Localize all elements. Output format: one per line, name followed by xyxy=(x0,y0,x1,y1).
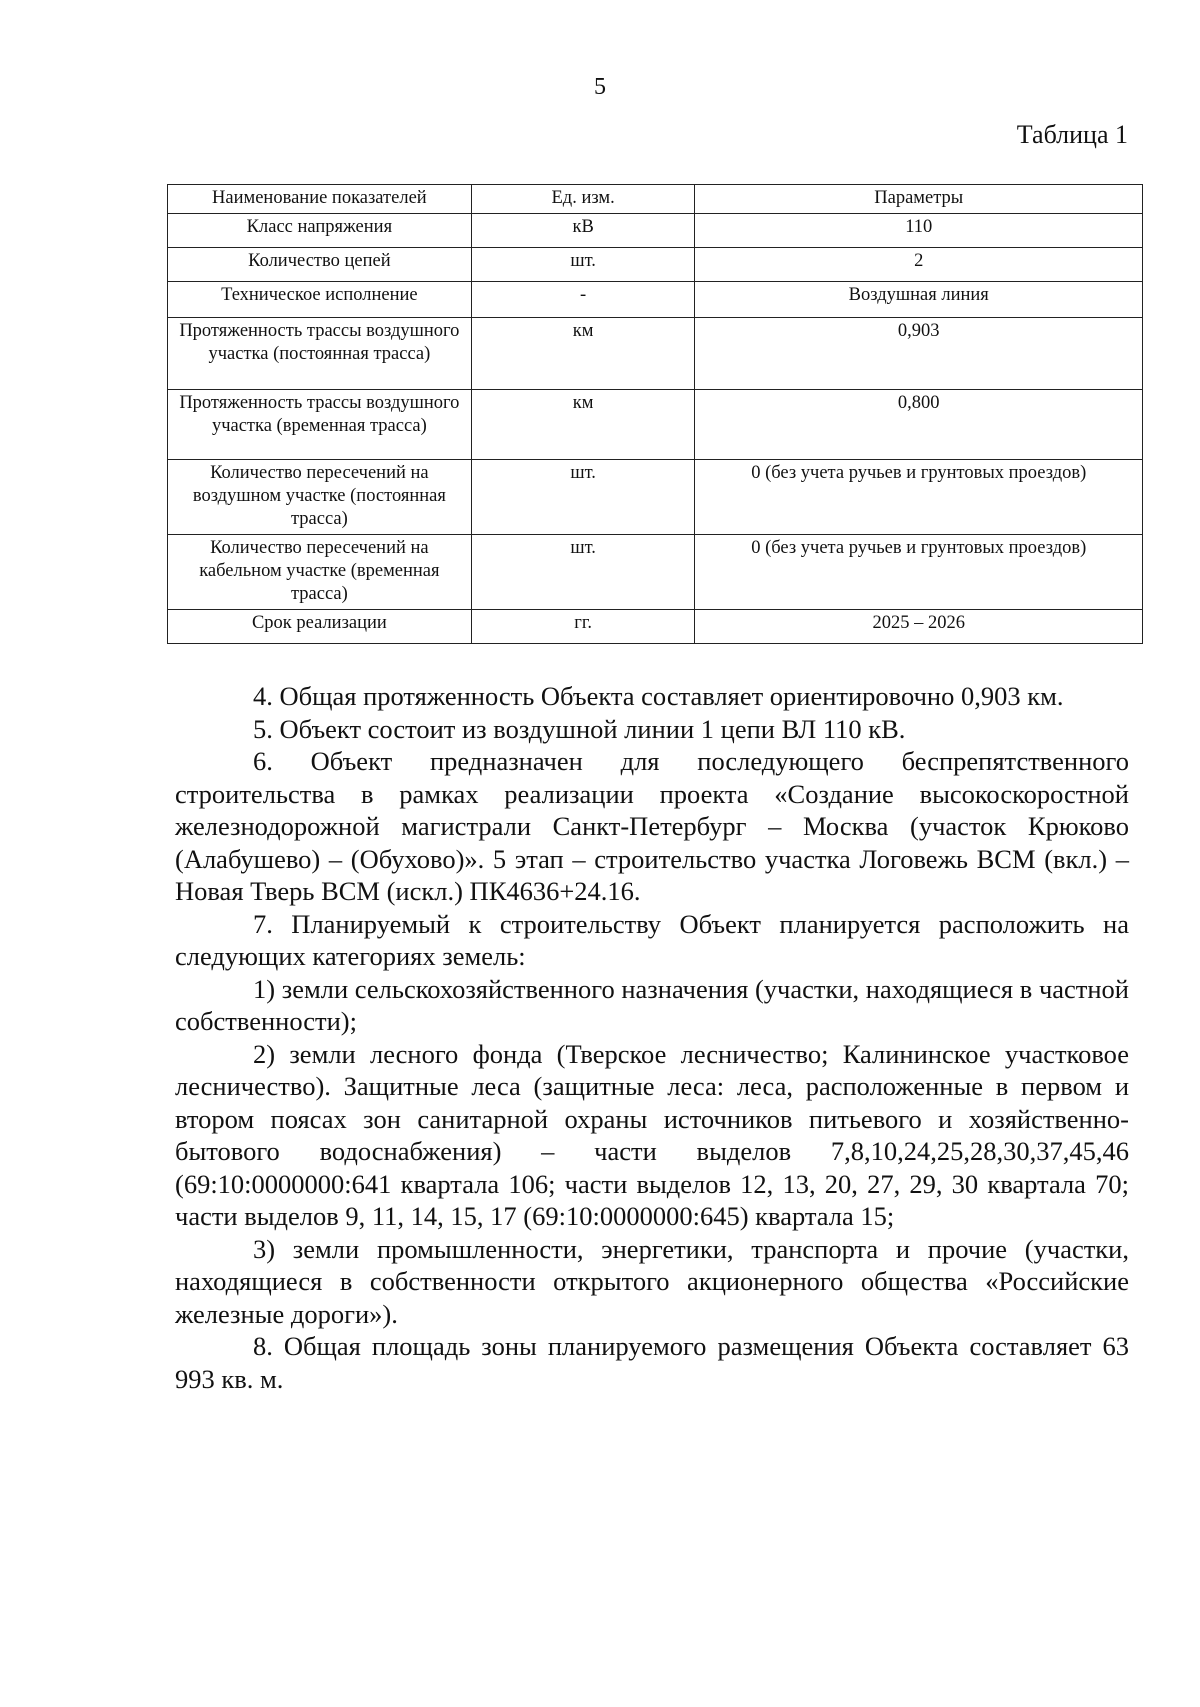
table-cell: 0 (без учета ручьев и грунтовых проездов) xyxy=(695,460,1143,535)
list-item-2: 2) земли лесного фонда (Тверское лесничество; Калининское участковое лесничество). Защитные леса (защитные леса: леса, расположенные в первом и втором поясах зон санитарной охраны источников питьевого и хозяйственно-бытового водоснабжения) – части выделов 7,8,10,24,25,28,30,37,45,46 (69:10:0000000:641 квартала 106; части выделов 12, 13, 20, 27, 29, 30 квартала 70; части выделов 9, 11, 14, 15, 17 (69:10:0000000:645) квартала 15; xyxy=(175,1038,1129,1231)
paragraph-6: 6. Объект предназначен для последующего беспрепятственного строительства в рамках реализации проекта «Создание высокоскоростной железнодорожной магистрали Санкт-Петербург – Москва (участок Крюково (Алабушево) – (Обухово)». 5 этап – строительство участка Логовежь ВСМ (вкл.) – Новая Тверь ВСМ (искл.) ПК4636+24.16. xyxy=(175,746,1129,906)
body-text xyxy=(175,680,1129,1395)
table-cell: шт. xyxy=(471,248,695,282)
table-cell: 0 (без учета ручьев и грунтовых проездов) xyxy=(695,535,1143,610)
table-cell: Количество пересечений на кабельном участке (временная трасса) xyxy=(168,535,472,610)
table-cell: кВ xyxy=(471,214,695,248)
table-row xyxy=(168,535,1143,610)
table-cell: шт. xyxy=(471,460,695,535)
table-cell: Количество цепей xyxy=(168,248,472,282)
parameters-table xyxy=(167,184,1143,644)
paragraph-4: 4. Общая протяженность Объекта составляет ориентировочно 0,903 км. xyxy=(253,681,1064,711)
table-cell: 0,800 xyxy=(695,390,1143,460)
paragraph-8: 8. Общая площадь зоны планируемого размещения Объекта составляет 63 993 кв. м. xyxy=(175,1331,1129,1394)
table-cell: км xyxy=(471,318,695,390)
list-item-1: 1) земли сельскохозяйственного назначения (участки, находящиеся в частной собственности); xyxy=(175,973,1129,1036)
table-cell: - xyxy=(471,282,695,318)
list-item-3: 3) земли промышленности, энергетики, транспорта и прочие (участки, находящиеся в собственности открытого акционерного общества «Российские железные дороги»). xyxy=(175,1233,1129,1329)
table-row xyxy=(168,282,1143,318)
table-cell: Количество пересечений на воздушном участке (постоянная трасса) xyxy=(168,460,472,535)
table-cell: Срок реализации xyxy=(168,610,472,644)
table-cell: Воздушная линия xyxy=(695,282,1143,318)
table-cell: шт. xyxy=(471,535,695,610)
table-row xyxy=(168,610,1143,644)
table-header-cell: Наименование показателей xyxy=(168,185,472,214)
table-row xyxy=(168,318,1143,390)
table-label: Таблица 1 xyxy=(1016,120,1128,149)
table-row xyxy=(168,214,1143,248)
table-cell: Протяженность трассы воздушного участка (временная трасса) xyxy=(168,390,472,460)
table-cell: гг. xyxy=(471,610,695,644)
table-row xyxy=(168,248,1143,282)
table-header-cell: Параметры xyxy=(695,185,1143,214)
paragraph-5: 5. Объект состоит из воздушной линии 1 цепи ВЛ 110 кВ. xyxy=(253,713,906,744)
table-cell: Класс напряжения xyxy=(168,214,472,248)
table-cell: 110 xyxy=(695,214,1143,248)
table-cell: 2025 – 2026 xyxy=(695,610,1143,644)
table-cell: км xyxy=(471,390,695,460)
table-cell: Техническое исполнение xyxy=(168,282,472,318)
table-header-cell: Ед. изм. xyxy=(471,185,695,214)
table-cell: 2 xyxy=(695,248,1143,282)
paragraph-7: 7. Планируемый к строительству Объект планируется расположить на следующих категориях земель: xyxy=(175,908,1129,971)
table-cell: Протяженность трассы воздушного участка (постоянная трасса) xyxy=(168,318,472,390)
table-row xyxy=(168,460,1143,535)
table-row xyxy=(168,390,1143,460)
page-number: 5 xyxy=(594,74,606,100)
table-header-row xyxy=(168,185,1143,214)
table-cell: 0,903 xyxy=(695,318,1143,390)
